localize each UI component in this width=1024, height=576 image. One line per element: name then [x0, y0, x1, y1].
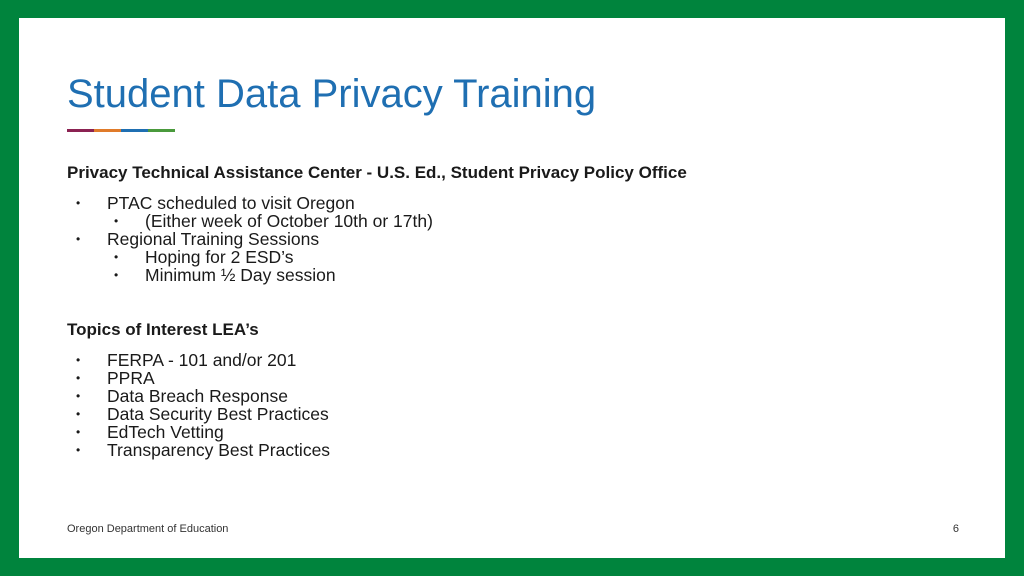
section-heading-topics: Topics of Interest LEA’s	[67, 320, 259, 339]
list-item-text: Transparency Best Practices	[107, 440, 331, 460]
topics-bullet-list	[67, 351, 330, 459]
footer-organization: Oregon Department of Education	[67, 523, 229, 535]
accent-segment	[148, 129, 175, 132]
bullet-icon: •	[76, 371, 81, 385]
slide	[19, 18, 1005, 558]
list-item-text: EdTech Vetting	[107, 422, 224, 442]
list-item	[67, 194, 433, 212]
bullet-icon: •	[76, 389, 81, 403]
slide-title: Student Data Privacy Training	[67, 72, 597, 116]
list-item	[67, 441, 330, 459]
list-item-text: Data Security Best Practices	[107, 404, 329, 424]
list-item-text: Data Breach Response	[107, 386, 288, 406]
list-item-text: (Either week of October 10th or 17th)	[145, 211, 433, 231]
list-item-text: Regional Training Sessions	[107, 229, 320, 249]
ptac-bullet-list	[67, 194, 433, 284]
section-heading-ptac: Privacy Technical Assistance Center - U.S. Ed., Student Privacy Policy Office	[67, 163, 687, 182]
bullet-icon: •	[76, 425, 81, 439]
accent-segment	[94, 129, 121, 132]
bullet-icon: •	[76, 353, 81, 367]
list-item-text: PPRA	[107, 368, 155, 388]
accent-segment	[67, 129, 94, 132]
title-accent-line	[67, 129, 175, 132]
bullet-icon: •	[76, 196, 81, 210]
list-item	[67, 405, 330, 423]
list-item-text: PTAC scheduled to visit Oregon	[107, 193, 355, 213]
list-item-text: Hoping for 2 ESD’s	[145, 247, 294, 267]
list-item	[67, 230, 433, 248]
list-item-text: Minimum ½ Day session	[145, 265, 336, 285]
list-item	[67, 387, 330, 405]
list-item	[67, 266, 433, 284]
list-item	[67, 212, 433, 230]
bullet-icon: •	[114, 250, 119, 264]
list-item	[67, 423, 330, 441]
list-item	[67, 248, 433, 266]
page-number: 6	[952, 523, 959, 535]
list-item	[67, 351, 330, 369]
list-item	[67, 369, 330, 387]
bullet-icon: •	[76, 443, 81, 457]
bullet-icon: •	[114, 214, 119, 228]
accent-segment	[121, 129, 148, 132]
list-item-text: FERPA - 101 and/or 201	[107, 350, 297, 370]
bullet-icon: •	[76, 232, 81, 246]
bullet-icon: •	[114, 268, 119, 282]
bullet-icon: •	[76, 407, 81, 421]
